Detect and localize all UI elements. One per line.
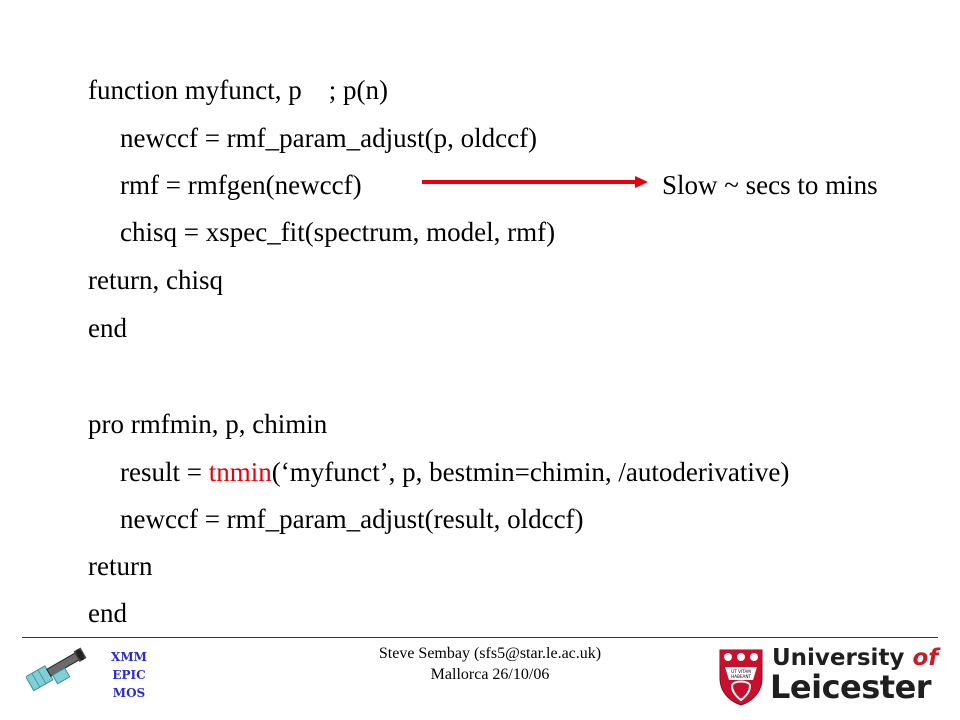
leicester-shield-icon [718,648,764,706]
code-line-newccf: newccf = rmf_param_adjust(p, oldccf) [120,123,538,153]
code-line-return-chisq: return, chisq [88,265,223,295]
footer-divider [22,637,938,638]
event-line: Mallorca 26/10/06 [430,666,550,683]
author-line: Steve Sembay (sfs5@star.le.ac.uk) [378,645,602,662]
xmm-satellite-icon [26,644,102,714]
red-arrow-icon [410,170,650,194]
code-line-function-header: function myfunct, p ; p(n) [88,75,388,105]
university-of-word: of [912,645,939,671]
code-line-end-pro: end [88,598,127,628]
tnmin-highlight: tnmin [208,457,272,487]
shield-motto-1: UT VITAM [731,669,751,674]
code-line-newccf-result: newccf = rmf_param_adjust(result, oldccf) [120,504,584,534]
code-text-result: result = [120,457,209,487]
footer-credit [250,643,730,685]
slow-annotation: Slow ~ secs to mins [662,170,878,200]
epic-label: EPIC [112,668,146,682]
code-line-return: return [88,551,153,581]
code-line-pro-header: pro rmfmin, p, chimin [88,409,328,439]
code-line-rmfgen: rmf = rmfgen(newccf) [120,170,362,200]
mos-label: MOS [112,686,146,700]
code-line-end-function: end [88,313,127,343]
leicester-wordmark: Leicester [770,668,932,706]
shield-motto-2: HABEANT [730,674,752,679]
code-line-chisq: chisq = xspec_fit(spectrum, model, rmf) [120,217,556,247]
code-line-tnmin-call [120,456,789,488]
xmm-label: XMM [111,650,147,664]
code-text-tnmin-args: (‘myfunct’, p, bestmin=chimin, /autoderivative) [271,457,790,487]
xmm-epic-mos-label [100,648,158,702]
university-word: University [772,645,905,671]
